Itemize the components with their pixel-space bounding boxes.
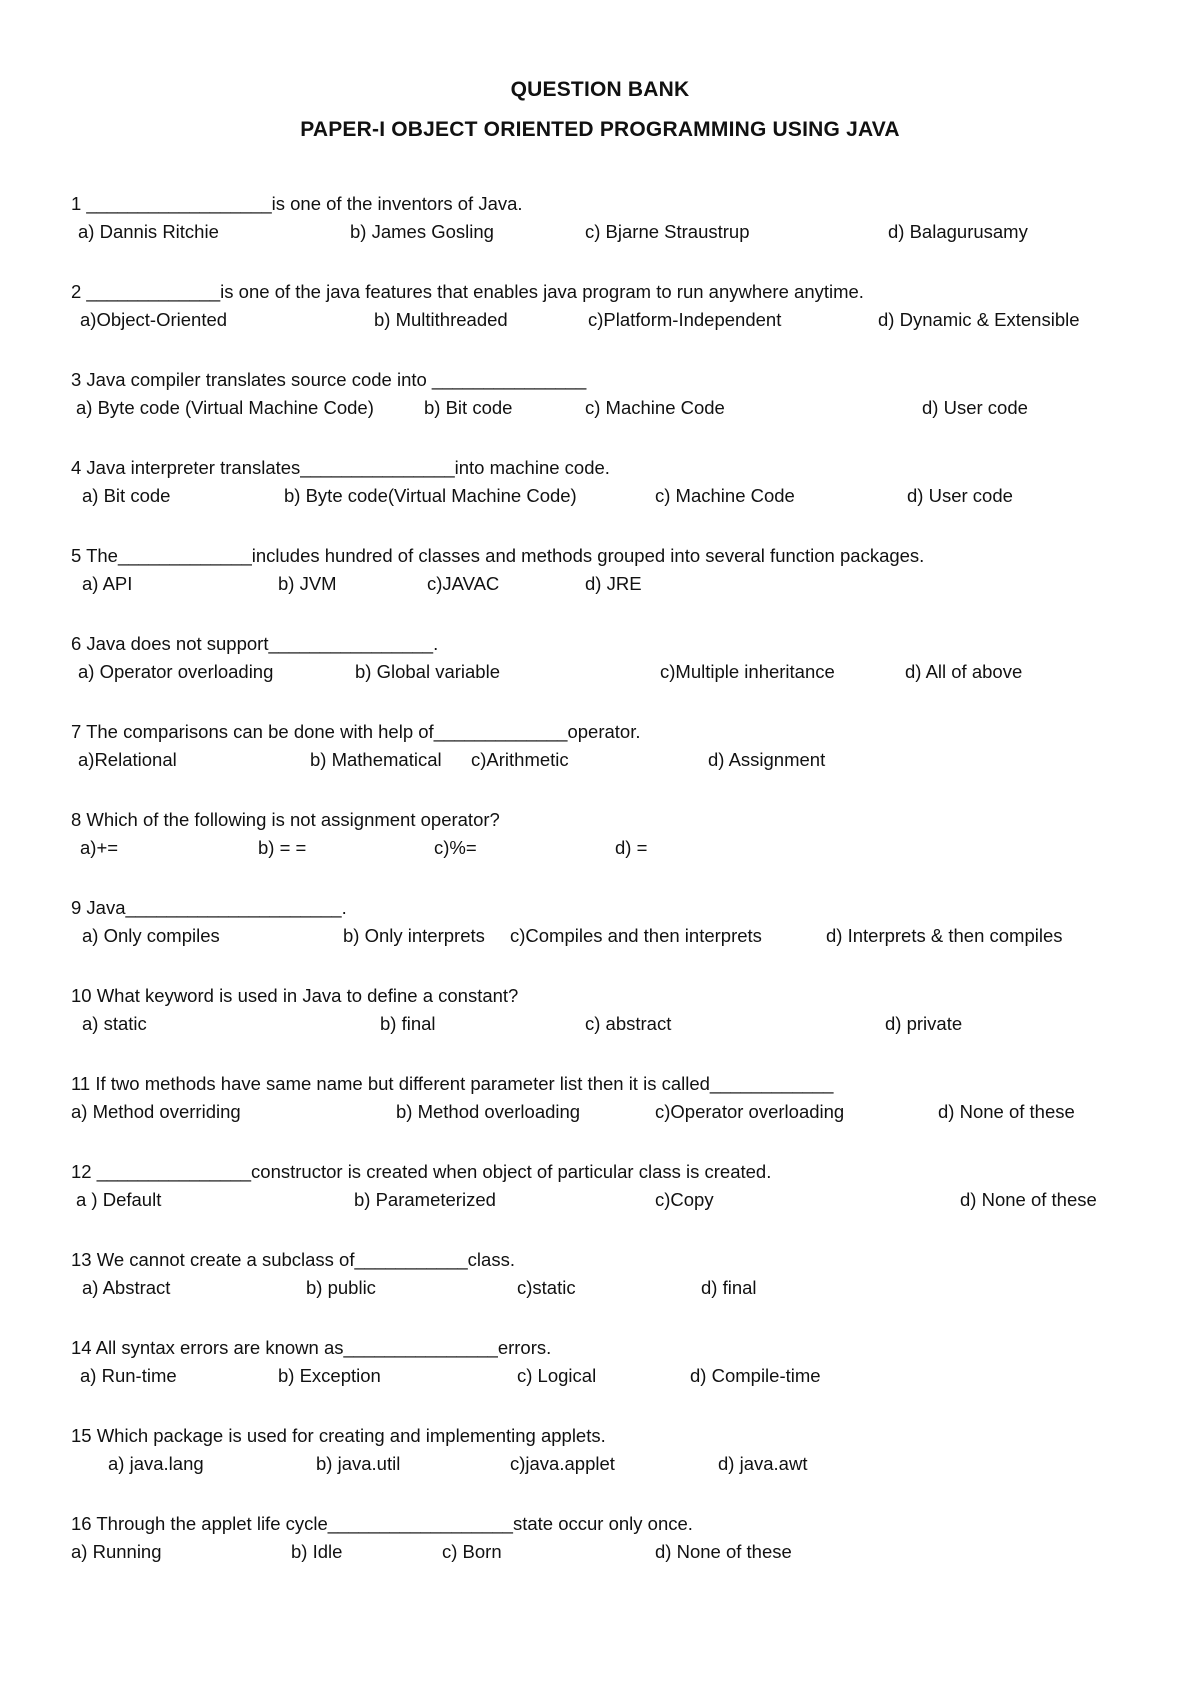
question-text: 13 We cannot create a subclass of___________class. — [71, 1249, 515, 1270]
answer-option-d: d) private — [885, 1013, 963, 1034]
question-text: 14 All syntax errors are known as_______________errors. — [71, 1337, 552, 1358]
answer-option-d: d) java.awt — [718, 1453, 808, 1474]
answer-option-b: b) Method overloading — [396, 1101, 581, 1122]
answer-option-a: a) Byte code (Virtual Machine Code) — [76, 397, 374, 418]
answer-option-d: d) Dynamic & Extensible — [878, 309, 1080, 330]
answer-option-c: c)static — [517, 1277, 576, 1298]
answer-option-d: d) All of above — [905, 661, 1023, 682]
answer-option-a: a) Run-time — [80, 1365, 177, 1386]
question-text: 7 The comparisons can be done with help of_____________operator. — [71, 721, 641, 742]
question-text: 2 _____________is one of the java features that enables java program to run anywhere anytime. — [71, 281, 864, 302]
answer-option-a: a)+= — [80, 837, 119, 858]
answer-option-b: b) Bit code — [424, 397, 513, 418]
answer-option-c: c)%= — [434, 837, 477, 858]
question-text: 1 __________________is one of the inventors of Java. — [71, 193, 523, 214]
answer-option-d: d) None of these — [655, 1541, 792, 1562]
answer-option-b: b) public — [306, 1277, 376, 1298]
answer-option-c: c) Logical — [517, 1365, 597, 1386]
answer-option-c: c) Machine Code — [585, 397, 725, 418]
answer-option-a: a) API — [82, 573, 133, 594]
answer-option-d: d) = — [615, 837, 648, 858]
answer-option-d: d) Compile-time — [690, 1365, 821, 1386]
answer-option-a: a) Bit code — [82, 485, 171, 506]
answer-option-b: b) Only interprets — [343, 925, 485, 946]
document-title: QUESTION BANK — [510, 78, 690, 101]
paper-title: PAPER-I OBJECT ORIENTED PROGRAMMING USING JAVA — [300, 118, 900, 141]
answer-option-a: a) Operator overloading — [78, 661, 274, 682]
question-text: 11 If two methods have same name but different parameter list then it is called____________ — [71, 1073, 834, 1094]
question-text: 9 Java_____________________. — [71, 897, 347, 918]
answer-option-a: a)Object-Oriented — [80, 309, 228, 330]
answer-option-b: b) Multithreaded — [374, 309, 508, 330]
answer-option-a: a) java.lang — [108, 1453, 204, 1474]
answer-option-a: a)Relational — [78, 749, 177, 770]
answer-option-c: c)JAVAC — [427, 573, 500, 594]
answer-option-c: c)Arithmetic — [471, 749, 569, 770]
question-text: 16 Through the applet life cycle__________________state occur only once. — [71, 1513, 693, 1534]
answer-option-c: c) Born — [442, 1541, 502, 1562]
answer-option-b: b) Mathematical — [310, 749, 442, 770]
answer-option-a: a) Only compiles — [82, 925, 220, 946]
answer-option-c: c)java.applet — [510, 1453, 615, 1474]
answer-option-d: d) Assignment — [708, 749, 826, 770]
answer-option-b: b) Parameterized — [354, 1189, 496, 1210]
question-text: 8 Which of the following is not assignment operator? — [71, 809, 500, 830]
question-text: 5 The_____________includes hundred of classes and methods grouped into several function packages. — [71, 545, 925, 566]
answer-option-a: a) static — [82, 1013, 147, 1034]
answer-option-c: c)Operator overloading — [655, 1101, 845, 1122]
question-text: 12 _______________constructor is created when object of particular class is created. — [71, 1161, 772, 1182]
answer-option-c: c) Bjarne Straustrup — [585, 221, 750, 242]
answer-option-b: b) final — [380, 1013, 436, 1034]
answer-option-d: d) User code — [922, 397, 1028, 418]
answer-option-b: b) Idle — [291, 1541, 343, 1562]
answer-option-a: a) Dannis Ritchie — [78, 221, 219, 242]
answer-option-d: d) None of these — [938, 1101, 1075, 1122]
answer-option-d: d) final — [701, 1277, 757, 1298]
answer-option-c: c)Copy — [655, 1189, 714, 1210]
answer-option-a: a) Running — [71, 1541, 162, 1562]
answer-option-b: b) = = — [258, 837, 307, 858]
answer-option-b: b) JVM — [278, 573, 337, 594]
answer-option-c: c) abstract — [585, 1013, 672, 1034]
question-text: 4 Java interpreter translates_______________into machine code. — [71, 457, 610, 478]
answer-option-c: c)Multiple inheritance — [660, 661, 835, 682]
question-text: 6 Java does not support________________. — [71, 633, 439, 654]
answer-option-b: b) Global variable — [355, 661, 500, 682]
answer-option-b: b) Exception — [278, 1365, 381, 1386]
answer-option-a: a ) Default — [76, 1189, 162, 1210]
answer-option-a: a) Abstract — [82, 1277, 171, 1298]
answer-option-a: a) Method overriding — [71, 1101, 241, 1122]
answer-option-c: c)Platform-Independent — [588, 309, 782, 330]
answer-option-b: b) James Gosling — [350, 221, 494, 242]
answer-option-d: d) User code — [907, 485, 1013, 506]
question-text: 3 Java compiler translates source code into _______________ — [71, 369, 587, 390]
answer-option-c: c)Compiles and then interprets — [510, 925, 762, 946]
answer-option-d: d) Balagurusamy — [888, 221, 1028, 242]
answer-option-c: c) Machine Code — [655, 485, 795, 506]
question-text: 10 What keyword is used in Java to define a constant? — [71, 985, 519, 1006]
answer-option-d: d) None of these — [960, 1189, 1097, 1210]
question-text: 15 Which package is used for creating and implementing applets. — [71, 1425, 606, 1446]
answer-option-d: d) JRE — [585, 573, 642, 594]
answer-option-d: d) Interprets & then compiles — [826, 925, 1063, 946]
answer-option-b: b) java.util — [316, 1453, 401, 1474]
answer-option-b: b) Byte code(Virtual Machine Code) — [284, 485, 577, 506]
